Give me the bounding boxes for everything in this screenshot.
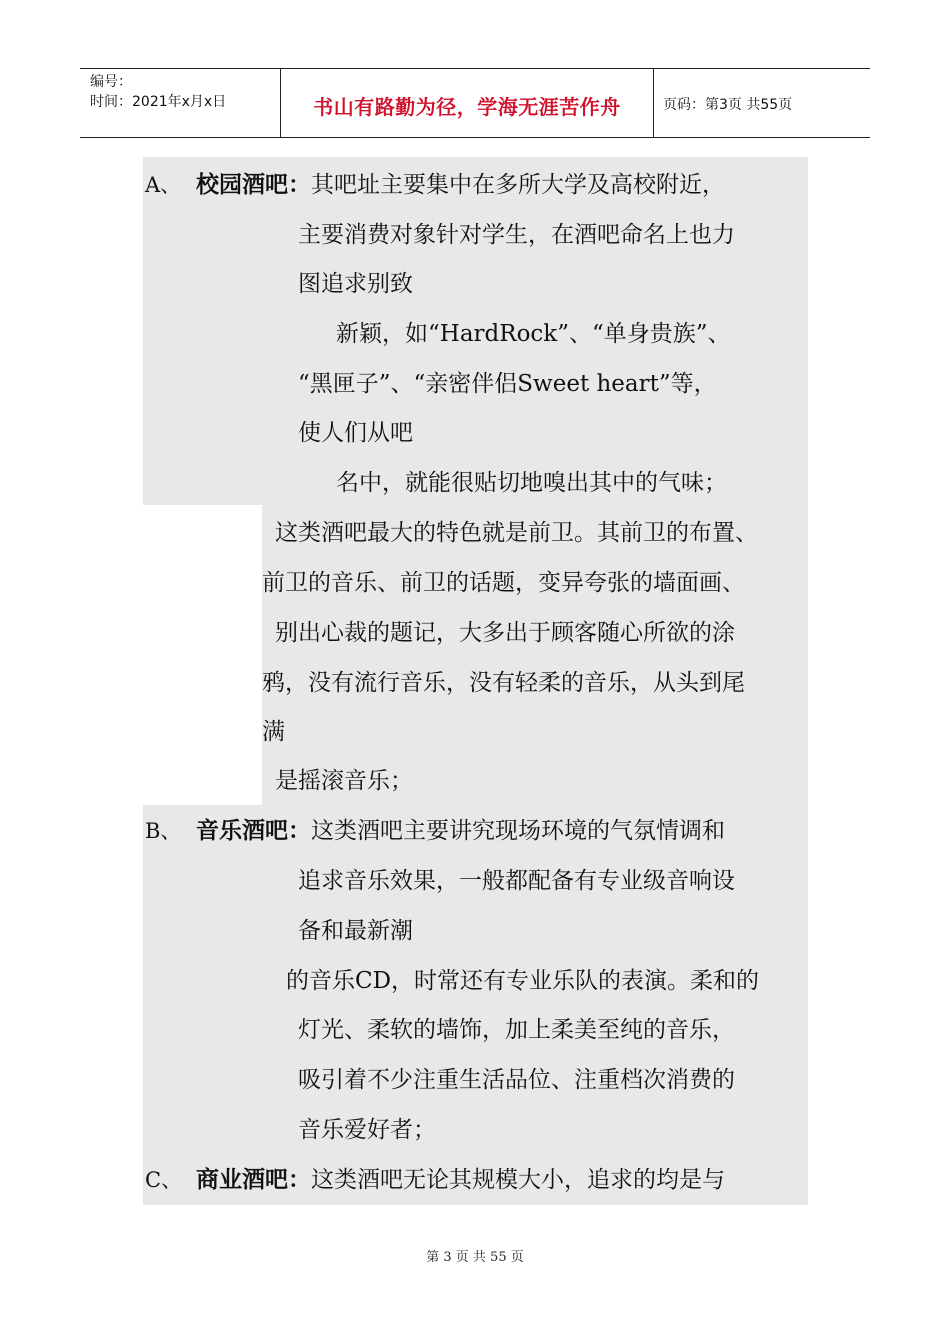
shade-block-b-c xyxy=(143,805,808,1205)
section-a-title: 校园酒吧： xyxy=(196,171,311,198)
section-c-title: 商业酒吧： xyxy=(196,1166,311,1193)
section-b-line2: 追求音乐效果，一般都配备有专业级音响设 xyxy=(298,868,735,894)
page-header xyxy=(80,68,870,138)
section-b-line1-text: 这类酒吧主要讲究现场环境的气氛情调和 xyxy=(311,818,725,844)
page-info: 页码：第3页 共55页 xyxy=(663,97,793,113)
section-a-line7: 名中，就能很贴切地嗅出其中的气味； xyxy=(336,470,727,496)
section-a-extra-line4: 鸦，没有流行音乐，没有轻柔的音乐，从头到尾 xyxy=(262,670,745,696)
shade-block-a-extra xyxy=(262,505,808,805)
header-motto-cell xyxy=(280,69,654,137)
section-a-line2: 主要消费对象针对学生，在酒吧命名上也力 xyxy=(298,222,735,248)
section-c-letter: C、 xyxy=(145,1168,183,1192)
section-b-line6: 吸引着不少注重生活品位、注重档次消费的 xyxy=(298,1067,735,1093)
section-a-line6: 使人们从吧 xyxy=(298,420,413,446)
header-page-cell xyxy=(653,69,870,137)
header-meta-cell xyxy=(80,69,280,137)
section-a-line1-text: 其吧址主要集中在多所大学及高校附近， xyxy=(311,172,725,198)
section-a-extra-line1: 这类酒吧最大的特色就是前卫。其前卫的布置、 xyxy=(275,520,758,546)
section-a-extra-line6: 是摇滚音乐； xyxy=(275,768,413,794)
number-label: 编号： xyxy=(90,74,132,90)
motto-text: 书山有路勤为径，学海无涯苦作舟 xyxy=(313,95,621,119)
section-a-extra-line2: 前卫的音乐、前卫的话题，变异夸张的墙面画、 xyxy=(262,570,745,596)
section-a-line5: “黑匣子”、“亲密伴侣Sweet heart”等， xyxy=(298,371,717,397)
section-c-line1 xyxy=(196,1165,725,1195)
section-b-line5: 灯光、柔软的墙饰，加上柔美至纯的音乐， xyxy=(298,1017,735,1043)
section-a-extra-line5: 满 xyxy=(262,719,285,745)
page-footer: 第 3 页 共 55 页 xyxy=(426,1250,524,1265)
section-a-extra-line3: 别出心裁的题记，大多出于顾客随心所欲的涂 xyxy=(275,620,735,646)
section-a-line3: 图追求别致 xyxy=(298,271,413,297)
section-b-line3: 备和最新潮 xyxy=(298,918,413,944)
section-b-letter: B、 xyxy=(145,819,182,843)
section-a-line4: 新颖，如“HardRock”、“单身贵族”、 xyxy=(336,321,731,347)
section-a-letter: A、 xyxy=(145,173,182,197)
time-label: 时间：2021年x月x日 xyxy=(90,94,227,110)
section-b-line4: 的音乐CD，时常还有专业乐队的表演。柔和的 xyxy=(286,968,760,994)
section-b-line1 xyxy=(196,816,725,846)
section-b-title: 音乐酒吧： xyxy=(196,817,311,844)
section-c-line1-text: 这类酒吧无论其规模大小，追求的均是与 xyxy=(311,1167,725,1193)
section-a-line1 xyxy=(196,170,725,200)
section-b-line7: 音乐爱好者； xyxy=(298,1117,436,1143)
